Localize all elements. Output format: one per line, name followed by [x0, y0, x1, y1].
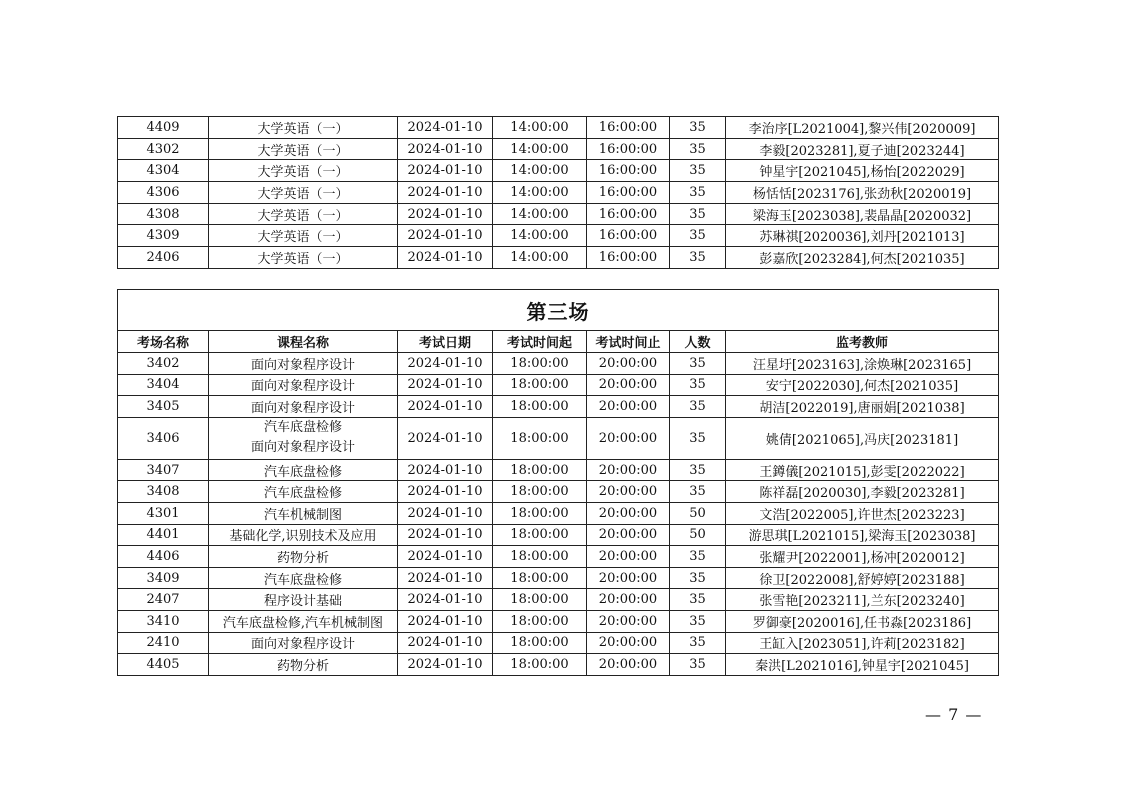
cell-invigilators: 李毅[2023281],夏子迪[2023244]: [726, 138, 999, 160]
cell-room: 4302: [118, 138, 209, 160]
cell-course: 大学英语（一）: [209, 117, 398, 139]
session2-continued-table: [117, 116, 999, 269]
cell-date: 2024-01-10: [398, 203, 493, 225]
cell-room: 2407: [118, 589, 209, 611]
cell-count: 35: [670, 459, 726, 481]
cell-date: 2024-01-10: [398, 610, 493, 632]
cell-course: 面向对象程序设计: [209, 632, 398, 654]
cell-count: 50: [670, 524, 726, 546]
cell-start: 18:00:00: [493, 654, 587, 676]
cell-end: 20:00:00: [587, 654, 670, 676]
header-room: 考场名称: [118, 331, 209, 353]
session2-table-body: [118, 117, 999, 269]
cell-course: 面向对象程序设计: [209, 396, 398, 418]
cell-room: 4308: [118, 203, 209, 225]
header-date: 考试日期: [398, 331, 493, 353]
session-title-row: [118, 290, 999, 331]
cell-course: 大学英语（一）: [209, 182, 398, 204]
cell-start: 18:00:00: [493, 374, 587, 396]
cell-date: 2024-01-10: [398, 524, 493, 546]
cell-start: 18:00:00: [493, 610, 587, 632]
table-row: [118, 502, 999, 524]
cell-count: 35: [670, 117, 726, 139]
cell-count: 35: [670, 203, 726, 225]
cell-invigilators: 胡洁[2022019],唐丽娟[2021038]: [726, 396, 999, 418]
cell-room: 3407: [118, 459, 209, 481]
header-count: 人数: [670, 331, 726, 353]
cell-end: 16:00:00: [587, 138, 670, 160]
header-course: 课程名称: [209, 331, 398, 353]
table-row: [118, 160, 999, 182]
cell-course: [209, 417, 398, 459]
cell-end: 20:00:00: [587, 374, 670, 396]
cell-invigilators: 苏琳祺[2020036],刘丹[2021013]: [726, 225, 999, 247]
cell-room: 4304: [118, 160, 209, 182]
cell-date: 2024-01-10: [398, 417, 493, 459]
table-row: [118, 247, 999, 269]
cell-room: 3405: [118, 396, 209, 418]
cell-start: 18:00:00: [493, 546, 587, 568]
cell-invigilators: 李治序[L2021004],黎兴伟[2020009]: [726, 117, 999, 139]
cell-count: 35: [670, 138, 726, 160]
cell-start: 18:00:00: [493, 567, 587, 589]
cell-course: 大学英语（一）: [209, 138, 398, 160]
cell-invigilators: 徐卫[2022008],舒婷婷[2023188]: [726, 567, 999, 589]
cell-course: 药物分析: [209, 654, 398, 676]
cell-start: 18:00:00: [493, 459, 587, 481]
cell-count: 35: [670, 417, 726, 459]
cell-invigilators: 秦洪[L2021016],钟星宇[2021045]: [726, 654, 999, 676]
header-start: 考试时间起: [493, 331, 587, 353]
cell-course: 大学英语（一）: [209, 203, 398, 225]
cell-count: 35: [670, 182, 726, 204]
table-row: [118, 654, 999, 676]
cell-start: 18:00:00: [493, 417, 587, 459]
cell-end: 20:00:00: [587, 567, 670, 589]
cell-date: 2024-01-10: [398, 654, 493, 676]
table-row: [118, 524, 999, 546]
table-row: [118, 182, 999, 204]
page-number: — 7 —: [925, 705, 983, 724]
cell-course: 汽车机械制图: [209, 502, 398, 524]
cell-invigilators: 陈祥磊[2020030],李毅[2023281]: [726, 481, 999, 503]
cell-course: 大学英语（一）: [209, 247, 398, 269]
cell-course: 面向对象程序设计: [209, 353, 398, 375]
cell-date: 2024-01-10: [398, 353, 493, 375]
cell-end: 20:00:00: [587, 481, 670, 503]
cell-room: 3409: [118, 567, 209, 589]
session3-table-body: [118, 353, 999, 676]
cell-date: 2024-01-10: [398, 589, 493, 611]
cell-course: 汽车底盘检修: [209, 481, 398, 503]
cell-start: 14:00:00: [493, 225, 587, 247]
table-row: [118, 546, 999, 568]
cell-room: 2410: [118, 632, 209, 654]
cell-date: 2024-01-10: [398, 502, 493, 524]
cell-invigilators: 文浩[2022005],许世杰[2023223]: [726, 502, 999, 524]
cell-end: 20:00:00: [587, 589, 670, 611]
cell-date: 2024-01-10: [398, 117, 493, 139]
cell-course: 汽车底盘检修: [209, 567, 398, 589]
cell-count: 35: [670, 481, 726, 503]
cell-room: 4306: [118, 182, 209, 204]
cell-count: 35: [670, 567, 726, 589]
cell-end: 20:00:00: [587, 610, 670, 632]
table-row: [118, 117, 999, 139]
cell-room: 4401: [118, 524, 209, 546]
header-row: [118, 331, 999, 353]
header-invigilators: 监考教师: [726, 331, 999, 353]
cell-date: 2024-01-10: [398, 632, 493, 654]
cell-room: 4405: [118, 654, 209, 676]
cell-course: 大学英语（一）: [209, 225, 398, 247]
cell-invigilators: 张雪艳[2023211],兰东[2023240]: [726, 589, 999, 611]
cell-date: 2024-01-10: [398, 138, 493, 160]
cell-date: 2024-01-10: [398, 374, 493, 396]
cell-end: 20:00:00: [587, 632, 670, 654]
table-row: [118, 567, 999, 589]
cell-end: 20:00:00: [587, 417, 670, 459]
cell-end: 20:00:00: [587, 353, 670, 375]
cell-start: 14:00:00: [493, 247, 587, 269]
cell-room: 2406: [118, 247, 209, 269]
table-row: [118, 417, 999, 459]
cell-room: 3406: [118, 417, 209, 459]
session3-table: [117, 289, 999, 676]
cell-end: 20:00:00: [587, 396, 670, 418]
cell-date: 2024-01-10: [398, 481, 493, 503]
table-row: [118, 353, 999, 375]
cell-date: 2024-01-10: [398, 546, 493, 568]
cell-start: 18:00:00: [493, 353, 587, 375]
cell-start: 14:00:00: [493, 182, 587, 204]
table-row: [118, 610, 999, 632]
cell-start: 14:00:00: [493, 117, 587, 139]
cell-date: 2024-01-10: [398, 160, 493, 182]
cell-count: 35: [670, 589, 726, 611]
cell-start: 18:00:00: [493, 632, 587, 654]
cell-date: 2024-01-10: [398, 396, 493, 418]
table-row: [118, 396, 999, 418]
cell-end: 16:00:00: [587, 117, 670, 139]
cell-end: 16:00:00: [587, 225, 670, 247]
cell-count: 35: [670, 160, 726, 182]
cell-end: 16:00:00: [587, 203, 670, 225]
cell-course: 程序设计基础: [209, 589, 398, 611]
table-row: [118, 374, 999, 396]
cell-room: 3402: [118, 353, 209, 375]
cell-count: 35: [670, 654, 726, 676]
cell-start: 18:00:00: [493, 589, 587, 611]
cell-invigilators: 罗御豪[2020016],任书淼[2023186]: [726, 610, 999, 632]
cell-count: 35: [670, 353, 726, 375]
cell-invigilators: 梁海玉[2023038],裴晶晶[2020032]: [726, 203, 999, 225]
cell-invigilators: 汪星圩[2023163],涂焕琳[2023165]: [726, 353, 999, 375]
cell-count: 35: [670, 247, 726, 269]
cell-invigilators: 游思琪[L2021015],梁海玉[2023038]: [726, 524, 999, 546]
cell-count: 35: [670, 374, 726, 396]
cell-invigilators: 安宁[2022030],何杰[2021035]: [726, 374, 999, 396]
cell-invigilators: 王鐏儀[2021015],彭雯[2022022]: [726, 459, 999, 481]
cell-course: 汽车底盘检修: [209, 459, 398, 481]
cell-room: 3410: [118, 610, 209, 632]
cell-start: 14:00:00: [493, 203, 587, 225]
cell-end: 16:00:00: [587, 160, 670, 182]
table-row: [118, 225, 999, 247]
cell-end: 20:00:00: [587, 459, 670, 481]
table-row: [118, 589, 999, 611]
cell-count: 50: [670, 502, 726, 524]
cell-count: 35: [670, 396, 726, 418]
cell-invigilators: 姚倩[2021065],冯庆[2023181]: [726, 417, 999, 459]
cell-date: 2024-01-10: [398, 225, 493, 247]
table-row: [118, 459, 999, 481]
cell-start: 18:00:00: [493, 502, 587, 524]
cell-end: 16:00:00: [587, 247, 670, 269]
cell-room: 3404: [118, 374, 209, 396]
cell-start: 14:00:00: [493, 138, 587, 160]
cell-count: 35: [670, 225, 726, 247]
cell-room: 4301: [118, 502, 209, 524]
cell-date: 2024-01-10: [398, 182, 493, 204]
course-line: 面向对象程序设计: [250, 440, 355, 456]
cell-end: 20:00:00: [587, 524, 670, 546]
table-row: [118, 203, 999, 225]
cell-invigilators: 杨恬恬[2023176],张劲秋[2020019]: [726, 182, 999, 204]
cell-start: 18:00:00: [493, 481, 587, 503]
cell-start: 18:00:00: [493, 396, 587, 418]
cell-course: 基础化学,识别技术及应用: [209, 524, 398, 546]
cell-invigilators: 钟星宇[2021045],杨怡[2022029]: [726, 160, 999, 182]
cell-start: 14:00:00: [493, 160, 587, 182]
cell-invigilators: 王缸入[2023051],许莉[2023182]: [726, 632, 999, 654]
cell-end: 16:00:00: [587, 182, 670, 204]
cell-room: 4409: [118, 117, 209, 139]
cell-room: 3408: [118, 481, 209, 503]
cell-end: 20:00:00: [587, 502, 670, 524]
cell-count: 35: [670, 632, 726, 654]
cell-room: 4309: [118, 225, 209, 247]
cell-course: 药物分析: [209, 546, 398, 568]
header-end: 考试时间止: [587, 331, 670, 353]
table-row: [118, 632, 999, 654]
course-line: 汽车底盘检修: [263, 420, 342, 436]
cell-count: 35: [670, 610, 726, 632]
cell-date: 2024-01-10: [398, 247, 493, 269]
cell-start: 18:00:00: [493, 524, 587, 546]
table-row: [118, 138, 999, 160]
cell-date: 2024-01-10: [398, 567, 493, 589]
cell-count: 35: [670, 546, 726, 568]
cell-room: 4406: [118, 546, 209, 568]
session-title: 第三场: [118, 290, 999, 331]
cell-course: 汽车底盘检修,汽车机械制图: [209, 610, 398, 632]
cell-date: 2024-01-10: [398, 459, 493, 481]
table-row: [118, 481, 999, 503]
cell-invigilators: 张耀尹[2022001],杨冲[2020012]: [726, 546, 999, 568]
cell-course: 大学英语（一）: [209, 160, 398, 182]
cell-course: 面向对象程序设计: [209, 374, 398, 396]
cell-invigilators: 彭嘉欣[2023284],何杰[2021035]: [726, 247, 999, 269]
cell-end: 20:00:00: [587, 546, 670, 568]
